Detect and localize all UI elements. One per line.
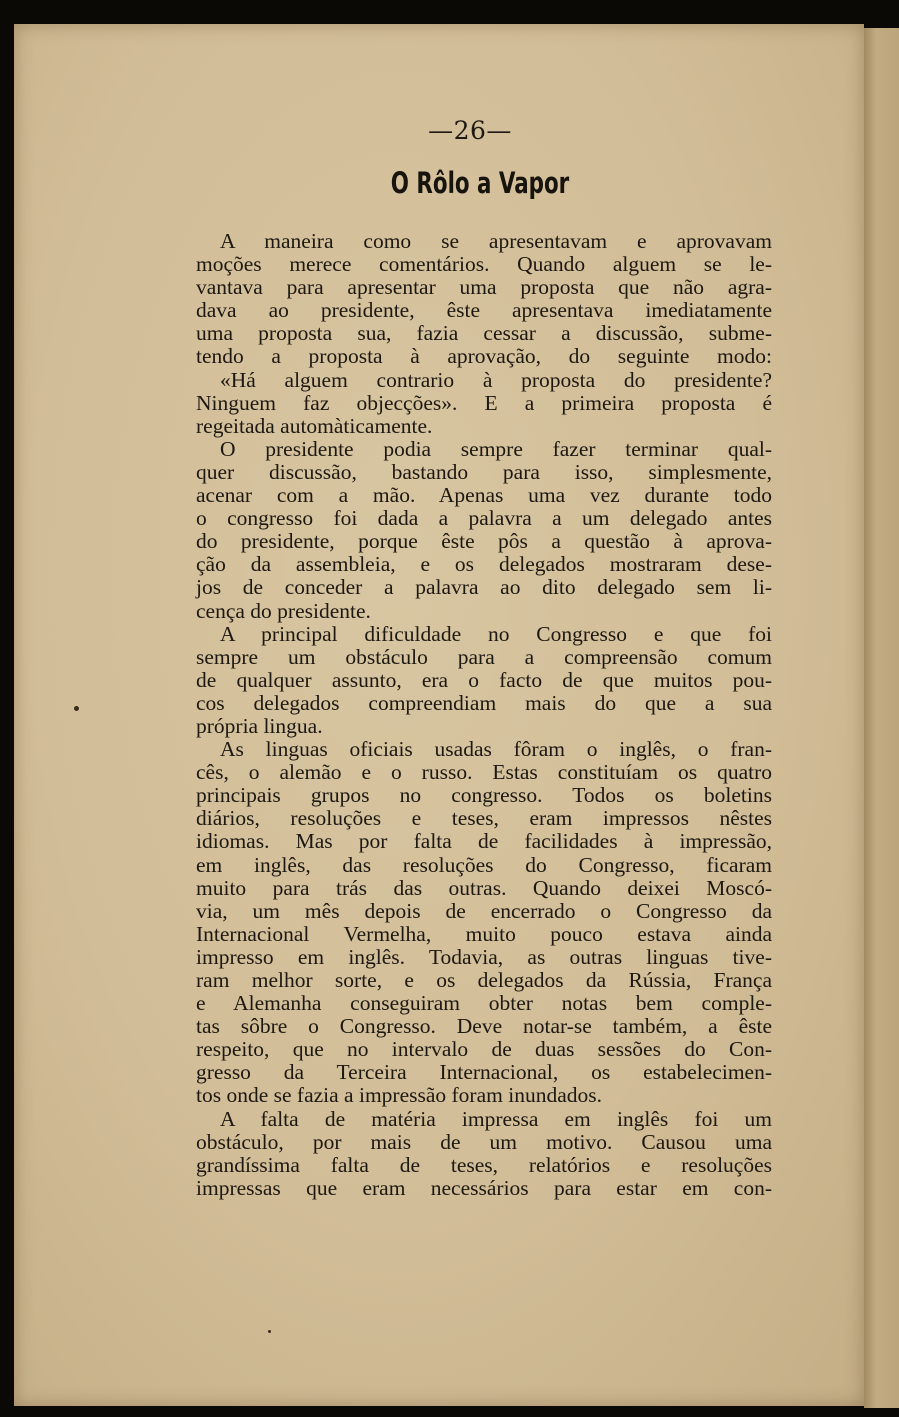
- text-line: respeito, que no intervalo de duas sessões do Con-: [196, 1037, 772, 1062]
- text-line: moções merece comentários. Quando alguem se le-: [196, 252, 772, 277]
- text-line: idiomas. Mas por falta de facilidades à impressão,: [196, 829, 772, 854]
- text-line: A principal dificuldade no Congresso e que foi: [220, 621, 772, 646]
- text-line: via, um mês depois de encerrado o Congresso da: [196, 898, 772, 923]
- text-line: sempre um obstáculo para a compreensão comum: [196, 644, 772, 669]
- text-line: acenar com a mão. Apenas uma vez durante todo: [196, 483, 772, 508]
- text-line: em inglês, das resoluções do Congresso, ficaram: [196, 852, 772, 877]
- text-line: impresso em inglês. Todavia, as outras linguas tive-: [196, 944, 772, 969]
- text-line: dava ao presidente, êste apresentava imediatamente: [196, 298, 772, 323]
- adjacent-page-edge: [864, 28, 899, 1408]
- text-line: diários, resoluções e teses, eram impressos nêstes: [196, 806, 772, 831]
- text-line: A falta de matéria impressa em inglês foi um: [220, 1106, 772, 1131]
- text-line: cês, o alemão e o russo. Estas constituíam os quatro: [196, 760, 772, 785]
- text-line: impressas que eram necessários para estar em con-: [196, 1175, 772, 1200]
- text-line: tendo a proposta à aprovação, do seguinte modo:: [196, 344, 772, 369]
- text-line: cos delegados compreendiam mais do que a sua: [196, 690, 772, 715]
- text-line: vantava para apresentar uma proposta que não agra-: [196, 275, 772, 300]
- text-line: regeitada automàticamente.: [196, 413, 433, 438]
- body-text: [196, 230, 772, 1200]
- text-line: gresso da Terceira Internacional, os estabelecimen-: [196, 1060, 772, 1085]
- chapter-title: O Rôlo a Vapor: [390, 166, 570, 200]
- text-line: obstáculo, por mais de um motivo. Causou uma: [196, 1129, 772, 1154]
- text-line: do presidente, porque êste pôs a questão à aprova-: [196, 529, 772, 554]
- text-line: cença do presidente.: [196, 598, 371, 623]
- text-line: tos onde se fazia a impressão foram inundados.: [196, 1083, 602, 1108]
- text-line: ção da assembleia, e os delegados mostraram dese-: [196, 552, 772, 577]
- text-line: Internacional Vermelha, muito pouco estava ainda: [196, 921, 772, 946]
- text-line: o congresso foi dada a palavra a um delegado antes: [196, 506, 772, 531]
- text-line: própria lingua.: [196, 713, 323, 738]
- text-line: e Alemanha conseguiram obter notas bem comple-: [196, 991, 772, 1016]
- text-line: grandíssima falta de teses, relatórios e resoluções: [196, 1152, 772, 1177]
- ink-speck: [74, 706, 79, 711]
- text-line: A maneira como se apresentavam e aprovavam: [220, 229, 772, 253]
- text-line: de qualquer assunto, era o facto de que muitos pou-: [196, 667, 772, 692]
- text-line: muito para trás das outras. Quando deixei Moscó-: [196, 875, 772, 900]
- text-line: «Há alguem contrario à proposta do presidente?: [220, 367, 772, 392]
- text-line: principais grupos no congresso. Todos os boletins: [196, 783, 772, 808]
- page-number: —26—: [428, 116, 512, 145]
- text-line: tas sôbre o Congresso. Deve notar-se também, a êste: [196, 1014, 772, 1039]
- ink-speck: [268, 1330, 271, 1333]
- text-line: As linguas oficiais usadas fôram o inglês, o fran-: [220, 737, 772, 762]
- text-line: ram melhor sorte, e os delegados da Rússia, França: [196, 968, 772, 992]
- text-line: uma proposta sua, fazia cessar a discussão, subme-: [196, 321, 772, 346]
- text-line: jos de conceder a palavra ao dito delegado sem li-: [196, 575, 772, 600]
- text-line: O presidente podia sempre fazer terminar qual-: [220, 436, 772, 461]
- text-line: quer discussão, bastando para isso, simplesmente,: [196, 459, 772, 484]
- text-line: Ninguem faz objecções». E a primeira proposta é: [196, 390, 772, 415]
